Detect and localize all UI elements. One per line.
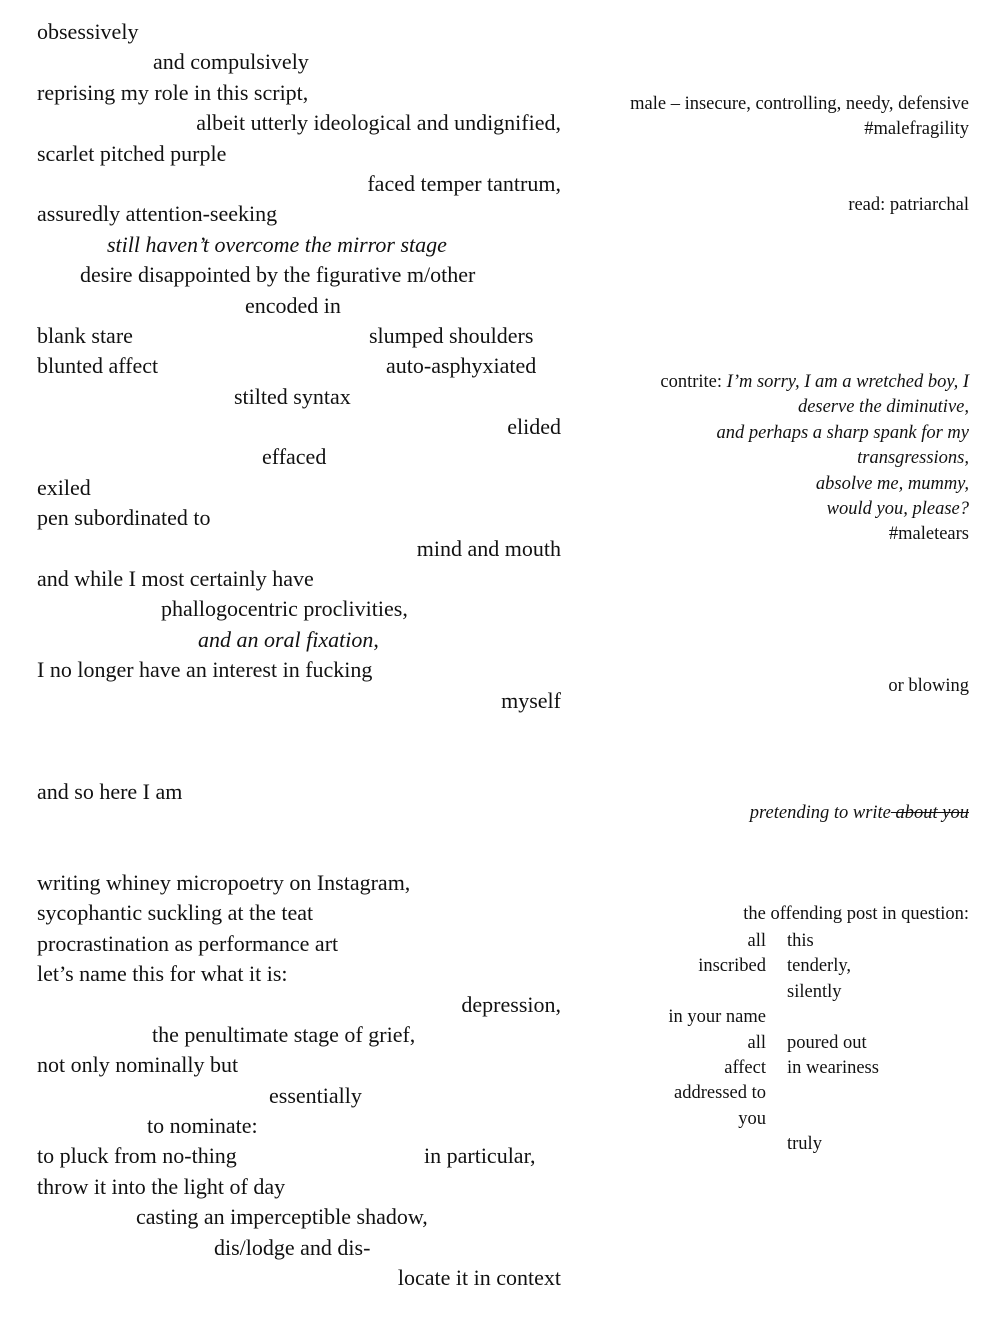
poem-line: pen subordinated to: [37, 505, 211, 531]
stanza-break: [37, 807, 561, 837]
stanza-break: [37, 838, 561, 868]
post-right-word: this: [787, 931, 814, 951]
poem-line: [37, 321, 561, 351]
poem-line: elided: [507, 414, 561, 440]
poem-line: encoded in: [245, 292, 341, 318]
post-left-word: inscribed: [698, 956, 766, 977]
side-note-line: or blowing: [888, 676, 969, 696]
poem-line: desire disappointed by the figurative m/other: [80, 262, 476, 288]
poem-line: still haven’t overcome the mirror stage: [107, 231, 447, 257]
poem-line: dis/lodge and dis-: [214, 1234, 371, 1260]
stanza-break: [37, 746, 561, 776]
poem-line: and so here I am: [37, 778, 183, 804]
post-row: [600, 1107, 969, 1132]
side-note-line: read: patriarchal: [848, 195, 969, 215]
poem-line: albeit utterly ideological and undignified,: [196, 110, 561, 136]
offending-post-grid: [600, 929, 969, 1158]
poem-line: obsessively: [37, 19, 139, 44]
poem-line: to nominate:: [147, 1113, 258, 1139]
poem-line: sycophantic suckling at the teat: [37, 900, 314, 926]
post-row: [600, 929, 969, 954]
poem-line: procrastination as performance art: [37, 930, 339, 956]
post-left-word: all: [747, 1032, 766, 1053]
post-left-word: affect: [724, 1057, 766, 1078]
side-note-heading: the offending post in question:: [743, 904, 969, 924]
side-note-pretending: [750, 801, 969, 826]
poem-line: assuredly attention-seeking: [37, 201, 278, 227]
poem-line: effaced: [262, 444, 327, 470]
side-note-italic: deserve the diminutive,: [797, 397, 969, 418]
poem-line: casting an imperceptible shadow,: [136, 1204, 428, 1230]
poem-line: and compulsively: [153, 49, 309, 75]
side-note-label: contrite:: [660, 372, 727, 392]
post-row: [600, 1081, 969, 1106]
side-note-line: [750, 801, 969, 826]
poem-fragment: in particular,: [424, 1143, 536, 1169]
poem-line: mind and mouth: [416, 535, 561, 561]
hashtag: #maletears: [888, 524, 969, 545]
poem-line: writing whiney micropoetry on Instagram,: [37, 869, 411, 895]
poem-line: essentially: [269, 1082, 362, 1108]
poem-line: throw it into the light of day: [37, 1173, 286, 1199]
post-right-word: silently: [787, 981, 842, 1002]
side-note-line: [660, 370, 969, 395]
post-right-word: in weariness: [787, 1057, 879, 1078]
poem-main-column: [37, 17, 561, 1293]
poem-line: exiled: [37, 474, 91, 500]
poem-line: locate it in context: [397, 1265, 561, 1291]
poem-line: and while I most certainly have: [37, 566, 314, 592]
side-note-contrite: [660, 370, 969, 548]
side-note-or-blowing: [888, 674, 969, 699]
poem-line: let’s name this for what it is:: [37, 961, 288, 987]
poem-line: the penultimate stage of grief,: [152, 1021, 416, 1047]
post-right-word: tenderly,: [787, 956, 852, 977]
side-note-italic: I’m sorry, I am a wretched boy, I: [726, 372, 969, 392]
poem-line: depression,: [461, 991, 561, 1017]
hashtag: #malefragility: [864, 119, 969, 140]
side-note-italic: and perhaps a sharp spank for my: [716, 422, 969, 443]
side-note-italic: absolve me, mummy,: [815, 473, 969, 494]
poem-fragment: slumped shoulders: [369, 322, 534, 348]
poem-line: myself: [501, 687, 561, 713]
poem-line: I no longer have an interest in fucking: [37, 657, 373, 683]
poem-line: scarlet pitched purple: [37, 140, 227, 166]
post-right-word: poured out: [787, 1032, 867, 1053]
poem-line: phallogocentric proclivities,: [161, 596, 408, 622]
side-note-patriarchal: [848, 193, 969, 218]
post-left-word: all: [747, 931, 766, 951]
poem-line: reprising my role in this script,: [37, 79, 309, 105]
struck-text: about you: [890, 803, 969, 823]
post-left-word: you: [738, 1108, 766, 1129]
side-note-male-fragility: [630, 92, 969, 143]
poem-line: [37, 351, 561, 381]
side-note-italic: transgressions,: [857, 448, 969, 469]
post-row: [600, 980, 969, 1005]
post-row: [600, 1031, 969, 1056]
poem-fragment: ,: [373, 626, 379, 652]
poem-fragment: and an oral fixation: [198, 626, 374, 652]
side-note-italic: pretending to write: [749, 803, 891, 823]
poem-line: [37, 1141, 561, 1171]
poem-line: not only nominally but: [37, 1052, 239, 1078]
poem-line: [37, 625, 561, 655]
poem-line: stilted syntax: [234, 383, 351, 409]
poem-fragment: blank stare: [37, 322, 133, 348]
post-row: [600, 1005, 969, 1030]
post-row: [600, 954, 969, 979]
stanza-break: [37, 716, 561, 746]
side-note-italic: would you, please?: [826, 499, 969, 520]
side-note-line: male – insecure, controlling, needy, defensive: [630, 94, 969, 114]
poem-line: faced temper tantrum,: [367, 170, 561, 196]
post-left-word: addressed to: [674, 1083, 766, 1104]
side-note-offending-post: [743, 902, 969, 927]
poem-fragment: auto-asphyxiated: [386, 353, 537, 379]
poem-fragment: blunted affect: [37, 353, 159, 379]
post-row: [600, 1056, 969, 1081]
poem-fragment: to pluck from no-thing: [37, 1143, 237, 1169]
post-left-word: in your name: [668, 1007, 766, 1028]
post-right-word: truly: [787, 1134, 822, 1155]
post-row: [600, 1132, 969, 1157]
